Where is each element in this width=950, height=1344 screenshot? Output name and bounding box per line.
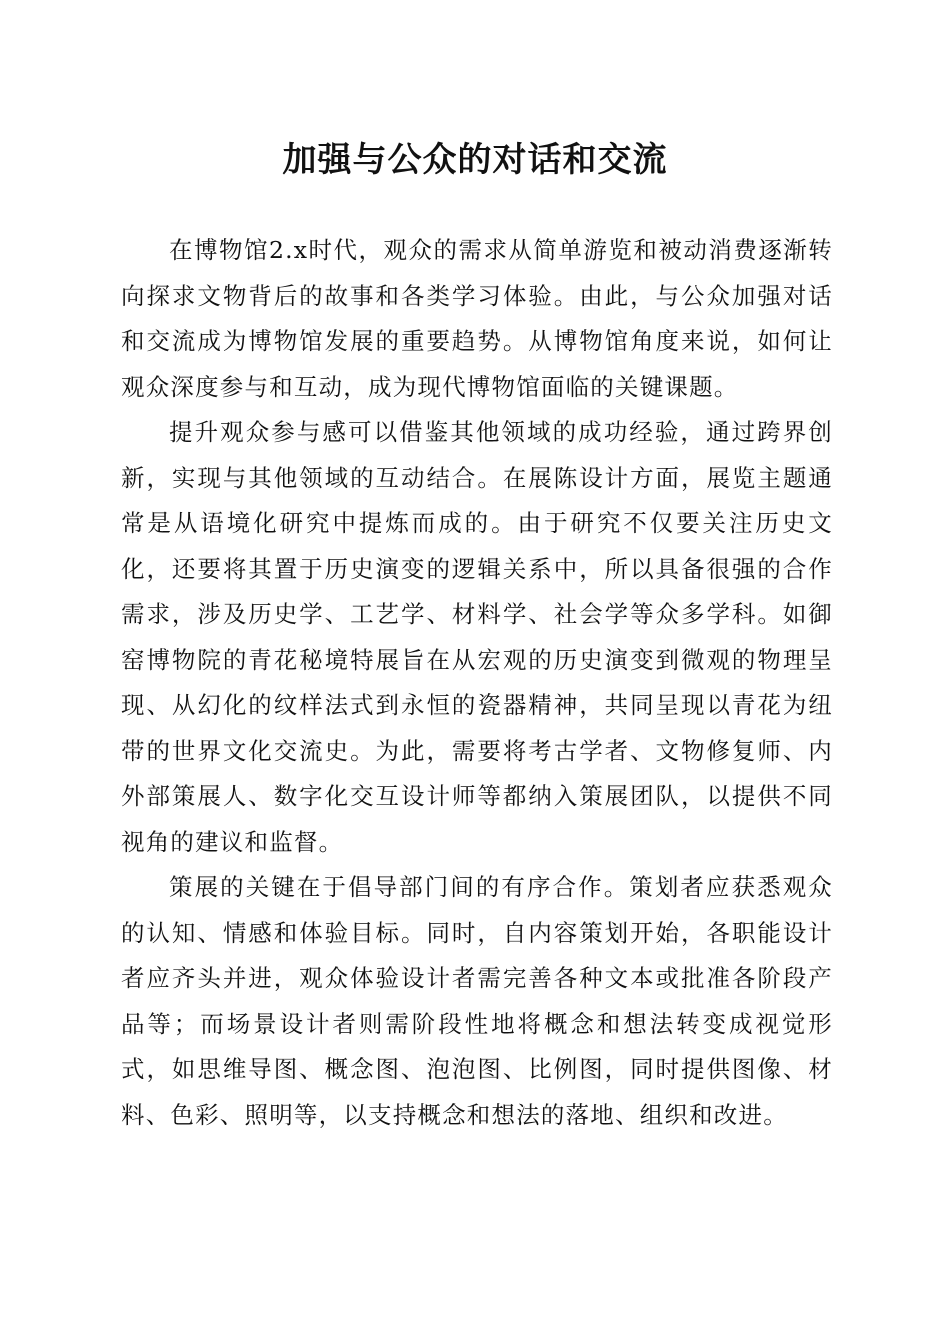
paragraph-3: 策展的关键在于倡导部门间的有序合作。策划者应获悉观众的认知、情感和体验目标。同时，自内容策划开始，各职能设计者应齐头并进，观众体验设计者需完善各种文本或批准各阶段产品等；而场景设计者则需阶段性地将概念和想法转变成视觉形式，如思维导图、概念图、泡泡图、比例图，同时提供图像、材料、色彩、照明等，以支持概念和想法的落地、组织和改进。 (121, 873, 833, 1129)
paragraph-2: 提升观众参与感可以借鉴其他领域的成功经验，通过跨界创新，实现与其他领域的互动结合。在展陈设计方面，展览主题通常是从语境化研究中提炼而成的。由于研究不仅要关注历史文化，还要将其置于历史演变的逻辑关系中，所以具备很强的合作需求，涉及历史学、工艺学、材料学、社会学等众多学科。如御窑博物院的青花秘境特展旨在从宏观的历史演变到微观的物理呈现、从幻化的纹样法式到永恒的瓷器精神，共同呈现以青花为纽带的世界文化交流史。为此，需要将考古学者、文物修复师、内外部策展人、数字化交互设计师等都纳入策展团队，以提供不同视角的建议和监督。 (121, 418, 833, 856)
paragraph-1: 在博物馆2.x时代，观众的需求从简单游览和被动消费逐渐转向探求文物背后的故事和各类学习体验。由此，与公众加强对话和交流成为博物馆发展的重要趋势。从博物馆角度来说，如何让观众深度参与和互动，成为现代博物馆面临的关键课题。 (121, 236, 833, 401)
document-title: 加强与公众的对话和交流 (282, 140, 668, 180)
document-body (121, 228, 833, 1138)
